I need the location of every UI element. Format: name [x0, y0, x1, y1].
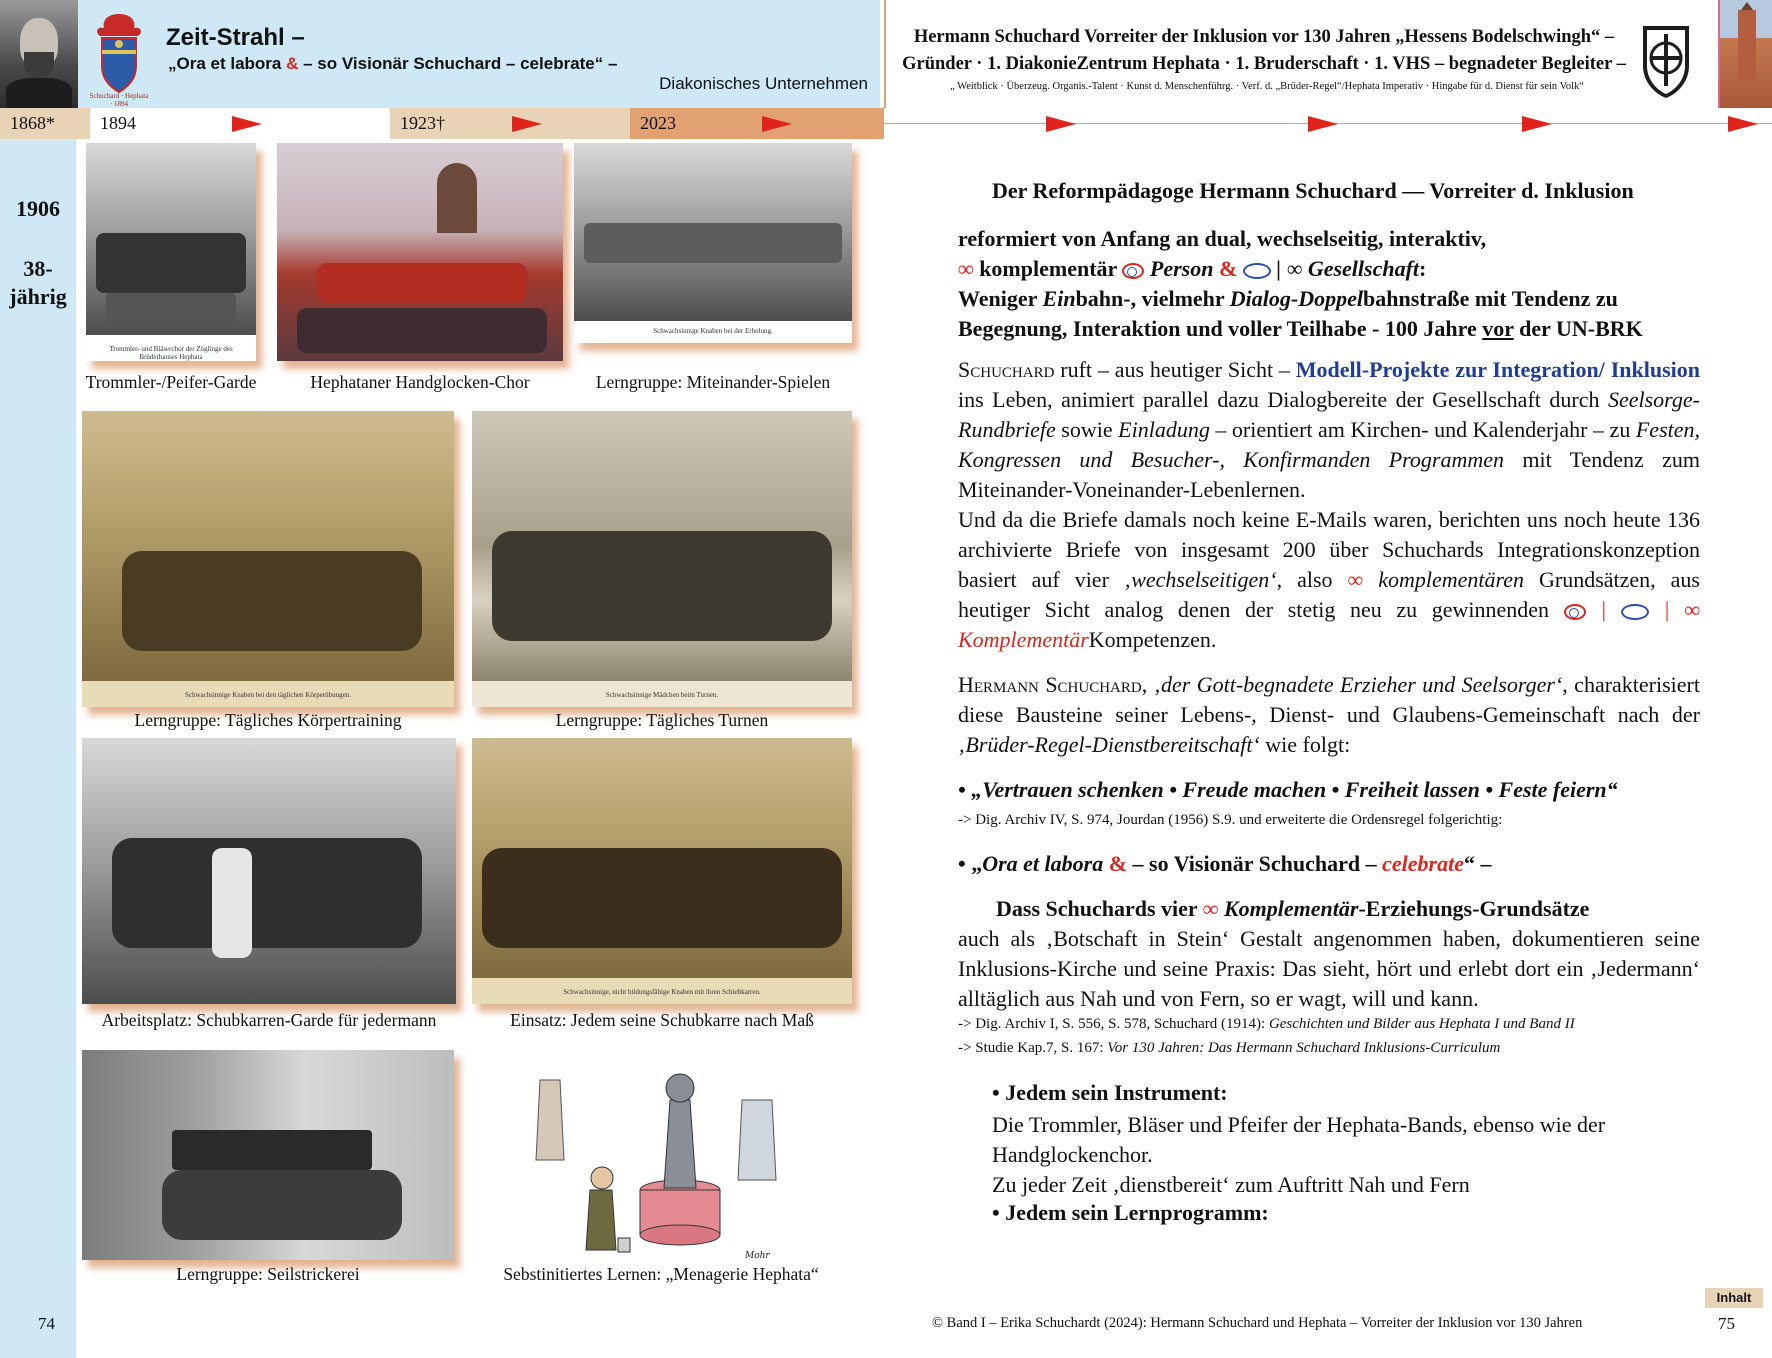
crest-caption: Schuchard · Hephata · 1894: [89, 92, 149, 108]
age-label: 38- jährig: [9, 256, 67, 309]
item-instrument-heading: • Jedem sein Instrument:: [992, 1080, 1228, 1105]
header-left-panel: [0, 0, 880, 108]
model-projects-link[interactable]: Modell-Projekte zur Integration/ Inklusion: [1295, 357, 1700, 382]
church-image: [1718, 0, 1772, 108]
timeline-arrow-icon: [1728, 116, 1758, 132]
page-number-left: 74: [38, 1314, 55, 1333]
coat-of-arms-icon: [88, 10, 150, 100]
infinity-symbol-icon: [1564, 604, 1586, 620]
photo-caption: Lerngruppe: Tägliches Turnen: [555, 710, 769, 730]
page-number-right: 75: [1718, 1314, 1735, 1333]
timeline-mark-today: 2023: [630, 108, 884, 139]
footer-copyright: © Band I – Erika Schuchardt (2024): Hermann Schuchard und Hephata – Vorreiter der Inklusion vor 130 Jahren: [932, 1315, 1583, 1331]
header-right-line1: Hermann Schuchard Vorreiter der Inklusion vor 130 Jahren „Hessens Bodelschwingh“ –: [913, 27, 1615, 47]
cartoon-signature: Mohr: [745, 1251, 770, 1261]
section-heading: Der Reformpädagoge Hermann Schuchard — Vorreiter d. Inklusion: [992, 178, 1634, 203]
timeline-mark-birth: 1868*: [0, 108, 90, 139]
eye-symbol-icon: [1621, 604, 1649, 620]
photo-caption: Lerngruppe: Seilstrickerei: [176, 1264, 360, 1284]
cartoon-menagerie-image: [520, 1040, 800, 1262]
timeline-arrow-icon: [762, 116, 792, 132]
timeline-mark-founding: 1894: [90, 108, 390, 139]
timeline-arrow-icon: [1308, 116, 1338, 132]
photo-caption: Lerngruppe: Miteinander-Spielen: [595, 372, 831, 392]
paragraph-model-projects: Schuchard ruft – aus heutiger Sicht – Modell-Projekte zur Integration/ Inklusion ins Leben, animiert parallel dazu Dialogbereite der Gesellschaft durch Seelsorge-Rundbriefe sowie Einladung – orientiert am Kirchen- und Kalenderjahr – zu Festen, Kongressen und Besucher-, Konfirmanden Programmen mit Tendenz zum Miteinander-Voneinander-Lebenlernen.: [958, 357, 1701, 502]
photo-caption: Sebstinitiertes Lernen: „Menagerie Hephata“: [503, 1264, 819, 1284]
page-title: Zeit-Strahl –: [166, 24, 305, 51]
timeline-arrow-icon: [232, 116, 262, 132]
bullet-rule: • „Vertrauen schenken • Freude machen • Freiheit lassen • Feste feiern“: [958, 777, 1618, 802]
lead-paragraph: reformiert von Anfang an dual, wechselseitig, interaktiv, ∞ komplementär Person & | ∞ Gesellschaft: Weniger Einbahn-, vielmehr Dialog-Doppelbahnstraße mit Tendenz zu Begegnung, Interaktion und voller Teilhabe - 100 Jahre vor der UN-BRK: [958, 226, 1643, 341]
photo-caption: Hephataner Handglocken-Chor: [310, 372, 530, 392]
photo-handbell-choir: [277, 143, 563, 361]
timeline-arrow-icon: [1046, 116, 1076, 132]
photo-rope-making: [82, 1050, 454, 1260]
photo-body-training: [82, 411, 454, 707]
eye-symbol-icon: [1243, 263, 1271, 279]
bullet-ora-et-labora: • „Ora et labora & – so Visionär Schuchard – celebrate“ –: [958, 851, 1492, 876]
reference-archive-i: -> Dig. Archiv I, S. 556, S. 578, Schuchard (1914): Geschichten und Bilder aus Hephata I und Band II: [958, 1016, 1575, 1032]
hephata-cross-icon: [1639, 22, 1693, 100]
year-label: 1906: [16, 196, 60, 221]
photo-caption: Lerngruppe: Tägliches Körpertraining: [134, 710, 402, 730]
contents-button[interactable]: Inhalt: [1705, 1288, 1763, 1308]
photo-caption: Trommler-/Peifer-Garde: [85, 372, 257, 392]
infinity-symbol-icon: [1122, 263, 1144, 279]
photo-inset-caption: Schwachsinnige Knaben bei den täglichen Körperübungen.: [184, 691, 351, 699]
portrait-image: [0, 0, 78, 108]
photo-inset-caption: Schwachsinnige, nicht bildungsfähige Knaben mit ihren Schiebkarren.: [563, 988, 761, 996]
photo-wheelbarrow-measure: [472, 738, 852, 1004]
photo-caption: Einsatz: Jedem seine Schubkarre nach Maß: [510, 1010, 814, 1030]
header-subtitle: „Ora et labora & – so Visionär Schuchard – celebrate“ –: [168, 54, 618, 73]
paragraph-message-in-stone: auch als ‚Botschaft in Stein‘ Gestalt angenommen haben, dokumentieren seine Inklusions-Kirche und seine Praxis: Das sieht, hört und erlebt dort ein ‚Jedermann‘ alltäglich aus Nah und von Fern, so er wagt, will und kann.: [958, 926, 1700, 1011]
photo-wheelbarrow-guard: [82, 738, 456, 1004]
paragraph-brothers-rule: Hermann Schuchard, ‚der Gott-begnadete Erzieher und Seelsorger‘, charakterisiert diese Bausteine seiner Lebens-, Dienst- und Glaubens-Gemeinschaft nach der ‚Brüder-Regel-Dienstbereitschaft‘ wie folgt:: [958, 672, 1700, 757]
photo-drummers: [86, 143, 256, 361]
item-learning-heading: • Jedem sein Lernprogramm:: [992, 1200, 1269, 1225]
photo-inset-caption: Schwachsinnige Mädchen beim Turnen.: [605, 691, 719, 699]
item-instrument-text: Die Trommler, Bläser und Pfeifer der Hephata-Bands, ebenso wie der Handglockenchor. Zu jeder Zeit ‚dienstbereit‘ zum Auftritt Nah und Fern: [992, 1112, 1606, 1197]
header-right-line2: Gründer · 1. DiakonieZentrum Hephata · 1. Bruderschaft · 1. VHS – begnadeter Begleiter –: [902, 54, 1626, 74]
reference-archive-iv: -> Dig. Archiv IV, S. 974, Jourdan (1956) S.9. und erweiterte die Ordensregel folgerichtig:: [958, 812, 1503, 828]
timeline-arrow-icon: [512, 116, 542, 132]
photo-caption: Arbeitsplatz: Schubkarren-Garde für jedermann: [101, 1010, 437, 1030]
header-right-line3: „ Weitblick · Überzeug. Organis.-Talent · Kunst d. Menschenführg. · Verf. d. „Brüder-Regel“/Hephata Imperativ · Hingabe für d. Dienst für sein Volk“: [950, 81, 1584, 92]
complementary-principles-heading: Dass Schuchards vier ∞ Komplementär-Erziehungs-Grundsätze: [996, 896, 1590, 921]
timeline-arrow-icon: [1522, 116, 1552, 132]
photo-playing-together: [574, 143, 852, 343]
timeline-bar: [0, 108, 1772, 139]
photo-inset-caption: Trommler- und Bläserchor der Zöglinge des Brüderhauses Hephata: [109, 345, 233, 361]
paragraph-letters: Und da die Briefe damals noch keine E-Mails waren, berichten uns noch heute 136 archivierte Briefe von insgesamt 200 über Schuchards Integrationskonzeption basiert auf vier ‚wechselseitigen‘, also ∞ komplementären Grundsätzen, aus heutiger Sicht analog denen der stetig neu zu gewinnenden | | ∞ KomplementärKompetenzen.: [958, 507, 1700, 652]
header-org-label: Diakonisches Unternehmen: [659, 74, 868, 93]
reference-study: -> Studie Kap.7, S. 167: Vor 130 Jahren: Das Hermann Schuchard Inklusions-Curriculum: [958, 1040, 1501, 1056]
year-sidebar: [0, 139, 76, 1358]
photo-inset-caption: Schwachsinnige Knaben bei der Erholung.: [653, 327, 773, 335]
photo-gymnastics: [472, 411, 852, 707]
timeline-mark-death: 1923†: [390, 108, 630, 139]
